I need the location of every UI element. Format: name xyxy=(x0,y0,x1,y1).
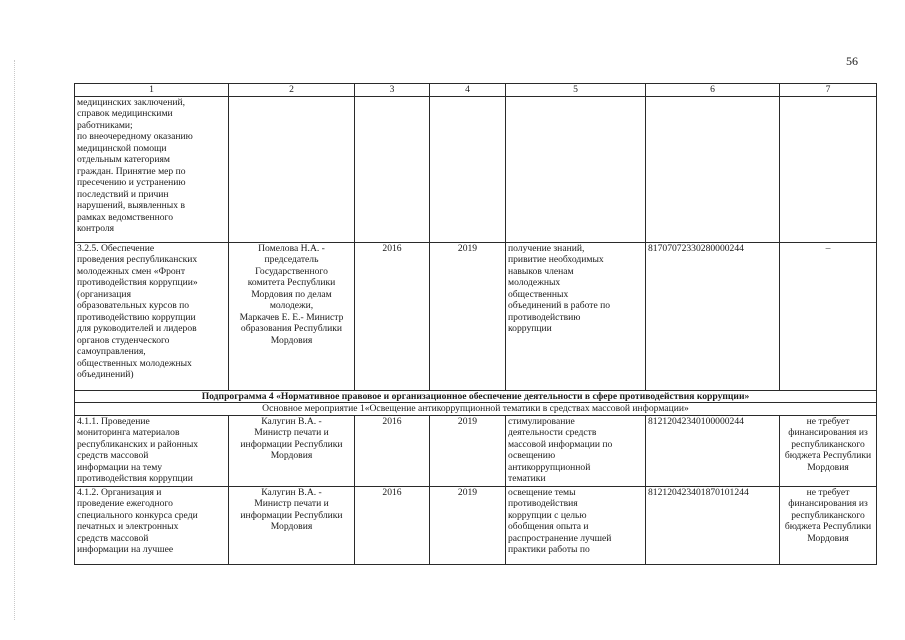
result-cell: освещение темы противодействия коррупции с целью обобщения опыта и распространение лучшей практики работы по xyxy=(506,486,646,564)
funding-cell: – xyxy=(780,242,877,390)
result-cell: получение знаний, привитие необходимых навыков членам молодежных общественных объединений в работе по противодействию коррупции xyxy=(506,242,646,390)
executor-cell: Помелова Н.А. - председатель Государственного комитета Республики Мордовия по делам молодежи, Маркачев Е. Е.- Министр образования Республики Мордовия xyxy=(229,242,355,390)
start-year-cell: 2016 xyxy=(355,242,430,390)
event-cell: 3.2.5. Обеспечение проведения республиканских молодежных смен «Фронт противодействия коррупции» (организация образовательных курсов по противодействию коррупции для руководителей и лидеров органов студенческого самоуправления, общественных молодежных объединений) xyxy=(75,242,229,390)
result-cell xyxy=(506,96,646,242)
executor-cell xyxy=(229,96,355,242)
table-row xyxy=(75,486,877,564)
main-event-row xyxy=(75,403,877,416)
funding-cell: не требует финансирования из республиканского бюджета Республики Мордовия xyxy=(780,415,877,486)
column-header: 4 xyxy=(430,84,506,97)
result-cell: стимулирование деятельности средств массовой информации по освещению антикоррупционной тематики xyxy=(506,415,646,486)
end-year-cell: 2019 xyxy=(430,415,506,486)
budget-code-cell: 81212042340187010124​4 xyxy=(646,486,780,564)
column-header: 3 xyxy=(355,84,430,97)
column-number-row xyxy=(75,84,877,97)
column-header: 6 xyxy=(646,84,780,97)
start-year-cell: 2016 xyxy=(355,486,430,564)
funding-cell: не требует финансирования из республиканского бюджета Республики Мордовия xyxy=(780,486,877,564)
subprogram-row xyxy=(75,390,877,403)
subprogram-title: Подпрограмма 4 «Нормативное правовое и организационное обеспечение деятельности в сфере противодействия коррупции» xyxy=(75,390,877,403)
start-year-cell xyxy=(355,96,430,242)
table-row xyxy=(75,242,877,390)
end-year-cell: 2019 xyxy=(430,486,506,564)
budget-code-cell xyxy=(646,96,780,242)
table-row xyxy=(75,96,877,242)
column-header: 2 xyxy=(229,84,355,97)
executor-cell: Калугин В.А. - Министр печати и информации Республики Мордовия xyxy=(229,486,355,564)
budget-code-cell: 81707072330280000244 xyxy=(646,242,780,390)
program-table xyxy=(74,83,877,565)
event-cell: медицинских заключений, справок медицинскими работниками; по внеочередному оказанию медицинской помощи отдельным категориям граждан. Принятие мер по пресечению и устранению последствий и причин нарушений, выявленных в рамках ведомственного контроля xyxy=(75,96,229,242)
column-header: 1 xyxy=(75,84,229,97)
end-year-cell xyxy=(430,96,506,242)
column-header: 5 xyxy=(506,84,646,97)
start-year-cell: 2016 xyxy=(355,415,430,486)
executor-cell: Калугин В.А. - Министр печати и информации Республики Мордовия xyxy=(229,415,355,486)
table-row xyxy=(75,415,877,486)
event-cell: 4.1.1. Проведение мониторинга материалов республиканских и районных средств массовой информации на тему противодействия коррупции xyxy=(75,415,229,486)
column-header: 7 xyxy=(780,84,877,97)
page-number: 56 xyxy=(846,54,858,68)
main-event-title: Основное мероприятие 1«Освещение антикоррупционной тематики в средствах массовой информации» xyxy=(75,403,877,416)
funding-cell xyxy=(780,96,877,242)
event-cell: 4.1.2. Организация и проведение ежегодного специального конкурса среди печатных и электронных средств массовой информации на лучшее xyxy=(75,486,229,564)
scan-margin-artifact xyxy=(14,60,25,620)
budget-code-cell: 81212042340100000244 xyxy=(646,415,780,486)
end-year-cell: 2019 xyxy=(430,242,506,390)
